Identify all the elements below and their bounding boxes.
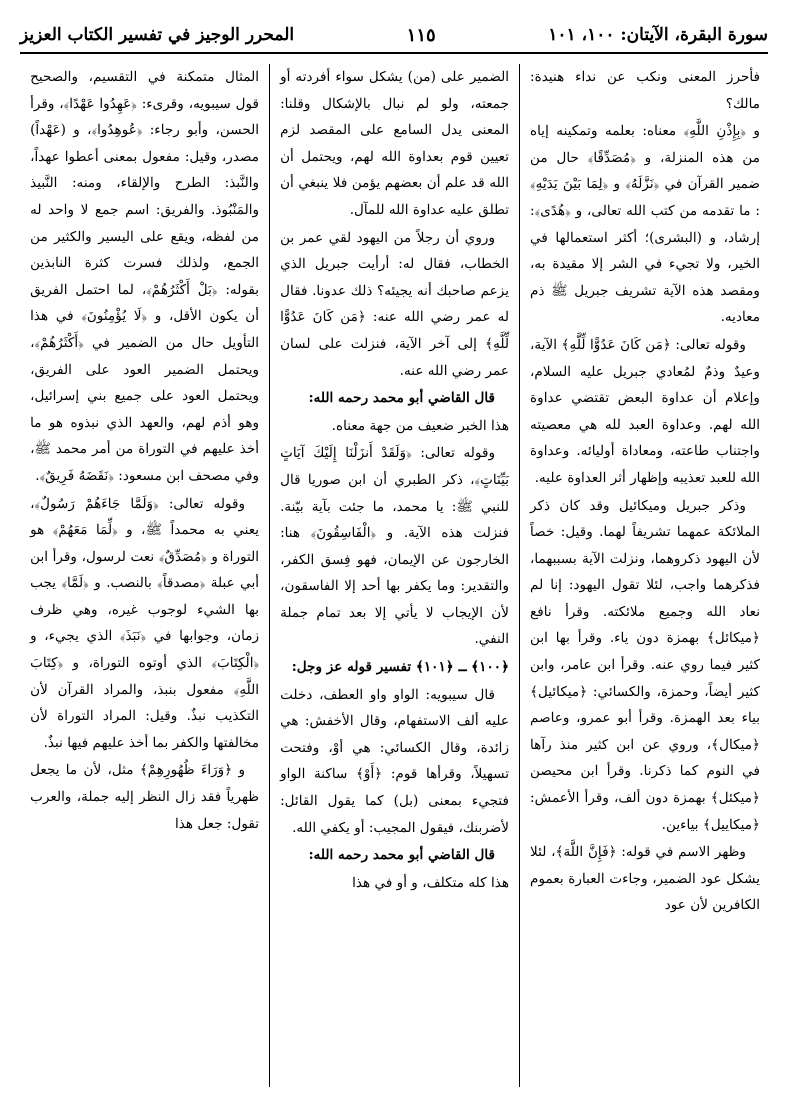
paragraph: و ﴿بِإِذْنِ اللَّهِ﴾ معناه: بعلمه وتمكينه إياه من هذه المنزلة، و ﴿مُصَدِّقًا﴾ حال من ضمير القرآن في ﴿نَزَّلَهُ﴾ و ﴿لِمَا بَيْنَ يَدَيْهِ﴾ : ما تقدمه من كتب الله تعالى، و ﴿هُدًى﴾: إرشاد، و (البشرى)؛ أكثر استعمالها في الخير، ولا تجيء في الشر إلا مقيدة به، ومقصد هذه الآية تشريف جبريل ﷺ ذم معاديه. — [530, 123, 760, 326]
paragraph: وروي أن رجلاً من اليهود لقي عمر بن الخطاب، فقال له: أرأيت جبريل الذي يزعم صاحبك أنه يجيئه؟ ذلك عدونا. فقال له عمر رضي الله عنه: ﴿مَن كَانَ عَدُوًّا لِّلَّهِ﴾ إلى آخر الآية، فنزلت على لسان عمر رضي الله عنه. — [280, 229, 510, 379]
column-left — [20, 64, 270, 1087]
paragraph: و ﴿وَرَاءَ ظُهُورِهِمْ﴾ مثل، لأن ما يجعل ظهرياً فقد زال النظر إليه جملة، والعرب تقول: جعل هذا — [30, 762, 260, 832]
book-title: المحرر الوجيز في تفسير الكتاب العزيز — [20, 25, 295, 45]
paragraph: وقوله تعالى: ﴿وَلَمَّا جَاءَهُمْ رَسُولٌ﴾، يعني به محمداً ﷺ، و ﴿لِّمَا مَعَهُمْ﴾ هو التوراة و ﴿مُصَدِّقٌ﴾ نعت لرسول، وقرأ ابن أبي عبلة ﴿مصدقاً﴾ بالنصب. و ﴿لَمَّا﴾ يجب بها الشيء لوجوب غيره، وهي ظرف زمان، وجوابها في ﴿نَبَذَ﴾ الذي يجيء، و ﴿الْكِتَابَ﴾ الذي أوتوه التوراة، و ﴿كِتَابَ اللَّهِ﴾ مفعول بنبذ، والمراد القرآن لأن التكذيب نبذٌ. وقيل: المراد التوراة لأن مخالفتها والكفر بما أخذ عليهم فيها نبذٌ. — [30, 495, 260, 751]
column-middle — [270, 64, 520, 1087]
text-columns — [20, 64, 770, 1087]
section-heading: قال القاضي أبو محمد رحمه الله: — [308, 390, 496, 407]
paragraph: هذا الخبر ضعيف من جهة معناه. — [331, 417, 510, 434]
paragraph: هذا كله متكلف، و أو في هذا — [352, 874, 510, 891]
paragraph: الضمير على (من) يشكل سواء أفردته أو جمعته، ولو لم نبال بالإشكال وقلنا: المعنى يدل السامع على المقصد لزم تعيين قوم بعداوة الله لهم، ويحتمل أن الله قد علم أن بعضهم يؤمن فلا ينبغي أن تطلق عليه عداوة الله للمآل. — [280, 69, 510, 218]
page-number: ١١٥ — [406, 24, 436, 46]
paragraph: فأحرز المعنى ونكب عن نداء هنيدة: مالك؟ — [530, 69, 760, 112]
paragraph: المثال متمكنة في التقسيم، والصحيح قول سيبويه، وقرىء: ﴿عَهِدُوا عَهْدًا﴾، وقرأ الحسن، وأبو رجاء: ﴿عُوهِدُوا﴾، و (عَهْداً) مصدر، وقيل: مفعول بمعنى أعطوا عهداً، والنَّبذ: الطرح والإلقاء، ومنه: النَّبيذ والمَنْبُوذ. والفريق: اسم جمع لا واحد له من لفظه، ويقع على اليسير والكثير من الجمع، ولذلك فسرت كثرة النابذين بقوله: ﴿بَلْ أَكْثَرُهُمْ﴾، لما احتمل الفريق أن يكون الأقل، و ﴿لَا يُؤْمِنُونَ﴾ في هذا التأويل حال من الضمير في ﴿أَكْثَرُهُمْ﴾، ويحتمل الضمير العود على الفريق، ويحتمل العود على جميع بني إسرائيل، وهو أذم لهم، والعهد الذي نبذوه هو ما أخذ عليهم في التوراة من أمر محمد ﷺ، وفي مصحف ابن مسعود: ﴿نَقَضَهُ فَرِيقٌ﴾. — [30, 69, 260, 484]
section-heading: ﴿١٠٠﴾ ـ ﴿١٠١﴾ تفسير قوله عز وجل: — [291, 659, 510, 676]
page-header — [20, 18, 768, 54]
paragraph: وظهر الاسم في قوله: ﴿فَإِنَّ اللَّهَ﴾، لئلا يشكل عود الضمير، وجاءت العبارة بعموم الكافرين لأن عود — [530, 844, 760, 914]
paragraph: وذكر جبريل وميكائيل وقد كان ذكر الملائكة عمهما تشريفاً لهما. وقيل: خصاً لأن اليهود ذكروهما، ونزلت الآية بسببهما، فذكرهما واجب، لئلا تقول اليهود: إنا لم نعاد الله وجميع ملائكته. وقرأ نافع ﴿ميكائل﴾ بهمزة دون ياء. وقرأ بها ابن كثير فيما روي عنه. وقرأ ابن عامر، وابن كثير أيضاً، وحمزة، والكسائي: ﴿ميكائيل﴾ بياء بعد الهمزة. وقرأ أبو عمرو، وعاصم ﴿ميكال﴾، وروي عن ابن كثير منذ رآها في النوم كما ذكرنا. وقرأ ابن محيصن ﴿ميكئل﴾ بهمزة دون ألف، وقرأ الأعمش: ﴿ميكاييل﴾ بياءين. — [530, 497, 760, 833]
column-right — [520, 64, 770, 1087]
surah-heading: سورة البقرة، الآيتان: ١٠٠، ١٠١ — [548, 25, 768, 45]
paragraph: وقوله تعالى: ﴿مَن كَانَ عَدُوًّا لِّلَّهِ﴾ الآية، وعيدٌ وذمٌ لمُعادي جبريل عليه السلام، وإعلام أن عداوة البعض تقتضي عداوة الله لهم. وعداوة العبد لله هي معصيته واجتناب طاعته، ومعاداة أوليائه. وعداوة الله للعبد تعذيبه وإظهار أثر العداوة عليه. — [530, 336, 760, 486]
paragraph: وقوله تعالى: ﴿وَلَقَدْ أَنزَلْنَا إِلَيْكَ آيَاتٍ بَيِّنَاتٍ﴾، ذكر الطبري أن ابن صوريا قال للنبي ﷺ: يا محمد، ما جئت بآية بيّنة. فنزلت هذه الآية. و ﴿الْفَاسِقُونَ﴾ هنا: الخارجون عن الإيمان، فهو فِسق الكفر، والتقدير: وما يكفر بها أحد إلا الفاسقون، لأن الإيجاب لا يأتي إلا بعد تمام جملة النفي. — [280, 445, 510, 648]
paragraph: قال سيبويه: الواو واو العطف، دخلت عليه ألف الاستفهام، وقال الأخفش: هي زائدة، وقال الكسائي: هي أوْ، وفتحت تسهيلاً، وقرأها قوم: ﴿أَوْ﴾ ساكنة الواو فتجيء بمعنى (بل) كما يقول القائل: لأضربنك، فيقول المجيب: أو يكفي الله. — [280, 686, 510, 836]
section-heading: قال القاضي أبو محمد رحمه الله: — [308, 847, 496, 864]
